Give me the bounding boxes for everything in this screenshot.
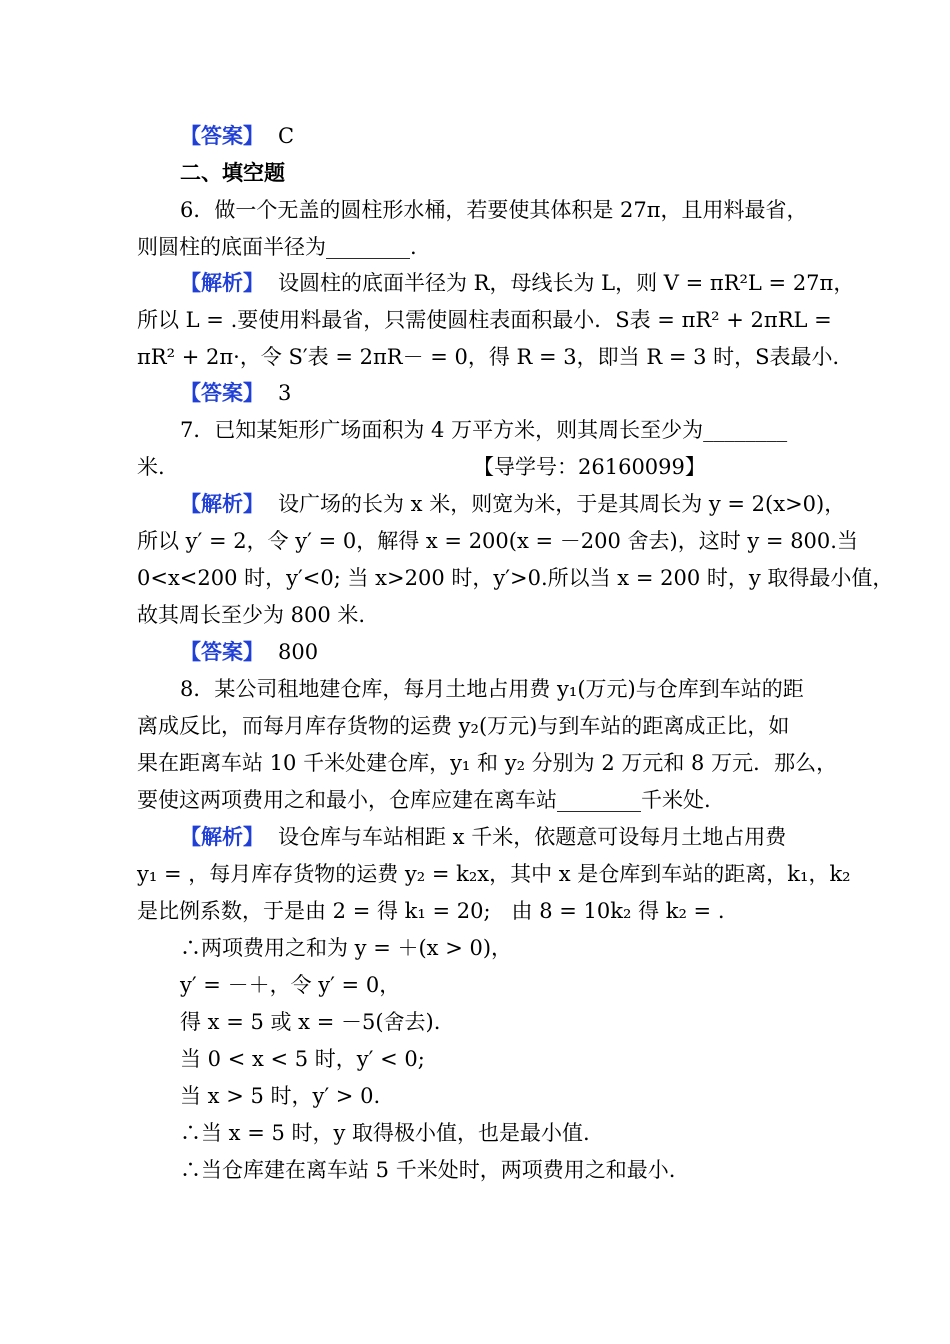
answer-value: C bbox=[278, 124, 295, 148]
solution-tag: 【解析】 bbox=[180, 824, 264, 849]
q7-solution-2: 所以 y′ = 2，令 y′ = 0，解得 x = 200(x = －200 舍去)，这时 y = 800.当 bbox=[137, 529, 858, 553]
solution-text: 设仓库与车站相距 x 千米，依题意可设每月土地占用费 bbox=[278, 825, 787, 849]
q6-text-1: 6．做一个无盖的圆柱形水桶，若要使其体积是 27π，且用料最省， bbox=[180, 198, 808, 222]
answer-5 bbox=[180, 122, 294, 150]
q8-solution-2: y₁ = ，每月库存货物的运费 y₂ = k₂x，其中 x 是仓库到车站的距离，k₁，k₂ bbox=[137, 862, 851, 886]
answer-tag: 【答案】 bbox=[180, 123, 264, 148]
q6-answer bbox=[180, 379, 291, 407]
q6-text-2: 则圆柱的底面半径为________. bbox=[137, 235, 417, 259]
answer-tag: 【答案】 bbox=[180, 639, 264, 664]
answer-value: 3 bbox=[278, 381, 292, 405]
answer-tag: 【答案】 bbox=[180, 380, 264, 405]
solution-tag: 【解析】 bbox=[180, 270, 264, 295]
q6-solution-2: 所以 L = .要使用料最省，只需使圆柱表面积最小．S表 = πR² + 2πRL = bbox=[137, 308, 832, 332]
q6-solution-3: πR² + 2π·，令 S′表 = 2πR－ = 0，得 R = 3，即当 R = 3 时，S表最小． bbox=[137, 345, 854, 369]
q8-text-3: 果在距离车站 10 千米处建仓库，y₁ 和 y₂ 分别为 2 万元和 8 万元．那么， bbox=[137, 751, 838, 775]
q8-solution-5: y′ = －＋，令 y′ = 0， bbox=[180, 973, 401, 997]
q7-solution-4: 故其周长至少为 800 米. bbox=[137, 603, 366, 627]
q8-solution-4: ∴两项费用之和为 y = ＋(x > 0)， bbox=[180, 936, 513, 960]
q8-text-4: 要使这两项费用之和最小，仓库应建在离车站________千米处. bbox=[137, 788, 711, 812]
q8-solution-8: 当 x > 5 时，y′ > 0. bbox=[180, 1084, 381, 1108]
solution-text: 设广场的长为 x 米，则宽为米，于是其周长为 y = 2(x>0)， bbox=[278, 492, 846, 516]
q8-solution-7: 当 0 < x < 5 时，y′ < 0; bbox=[180, 1047, 425, 1071]
q8-solution-10: ∴当仓库建在离车站 5 千米处时，两项费用之和最小. bbox=[180, 1158, 676, 1182]
q7-text-2 bbox=[137, 453, 706, 481]
q7-text-1: 7．已知某矩形广场面积为 4 万平方米，则其周长至少为________ bbox=[180, 418, 788, 442]
section-heading: 二、填空题 bbox=[180, 160, 285, 185]
solution-text: 设圆柱的底面半径为 R，母线长为 L，则 V = πR²L = 27π， bbox=[278, 271, 855, 295]
answer-value: 800 bbox=[278, 640, 319, 664]
q7-solution-3: 0<x<200 时，y′<0; 当 x>200 时，y′>0.所以当 x = 200 时，y 取得最小值， bbox=[137, 566, 894, 590]
q7-solution-1 bbox=[180, 490, 845, 518]
q7-text-2a: 米. bbox=[137, 455, 165, 479]
q6-solution-1 bbox=[180, 269, 854, 297]
q8-solution-3: 是比例系数，于是由 2 = 得 k₁ = 20; 由 8 = 10k₂ 得 k₂ = . bbox=[137, 899, 725, 923]
guide-number: 【导学号：26160099】 bbox=[473, 455, 706, 479]
q8-solution-6: 得 x = 5 或 x = －5(舍去). bbox=[180, 1010, 441, 1034]
q7-answer bbox=[180, 638, 318, 666]
solution-tag: 【解析】 bbox=[180, 491, 264, 516]
q8-text-2: 离成反比，而每月库存货物的运费 y₂(万元)与到车站的距离成正比，如 bbox=[137, 714, 790, 738]
q8-solution-1 bbox=[180, 823, 786, 851]
q8-text-1: 8．某公司租地建仓库，每月土地占用费 y₁(万元)与仓库到车站的距 bbox=[180, 677, 804, 701]
q8-solution-9: ∴当 x = 5 时，y 取得极小值，也是最小值. bbox=[180, 1121, 590, 1145]
